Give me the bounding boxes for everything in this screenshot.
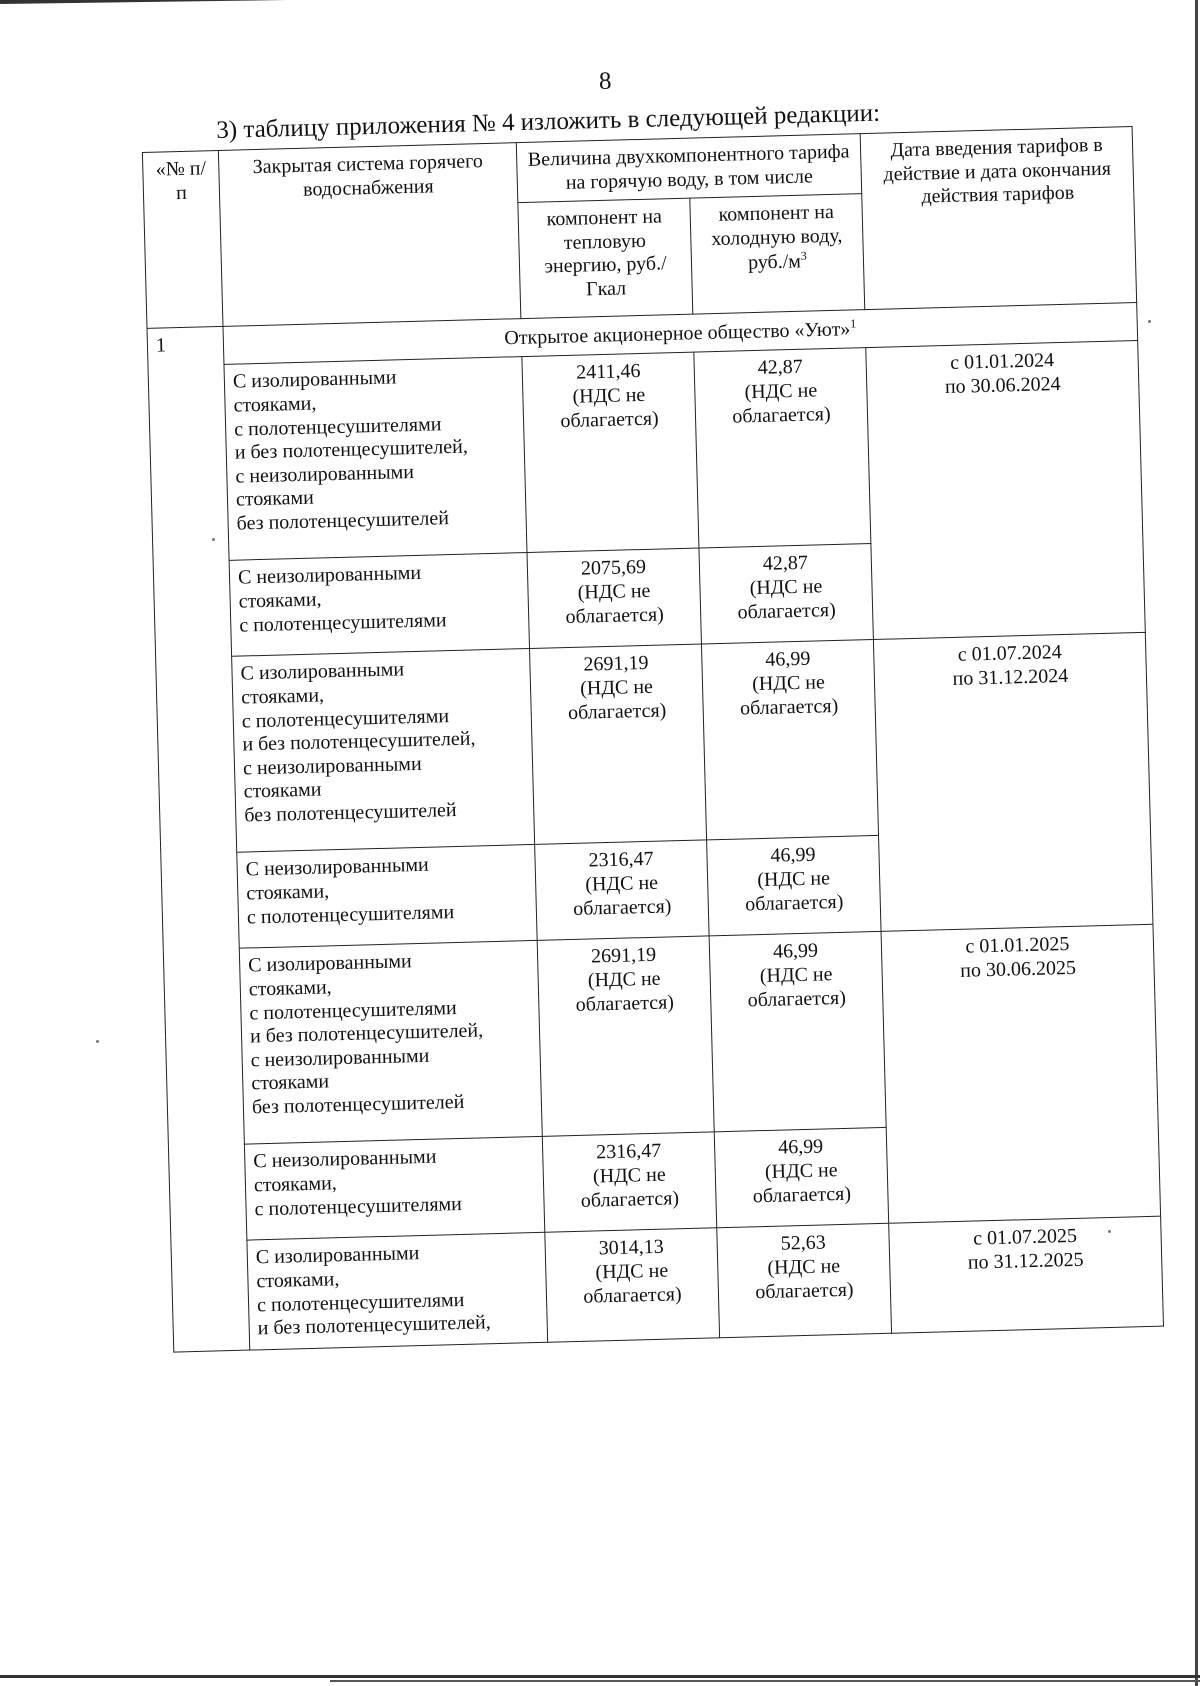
cold-component-value-line: облагается)	[755, 1278, 854, 1303]
system-description-line: стояками,	[253, 1172, 338, 1197]
scan-edge-bottom	[0, 1675, 1200, 1678]
heat-component-value-line: облагается)	[565, 603, 665, 628]
cold-component-value-line: облагается)	[739, 694, 839, 720]
system-description-line: стояками,	[248, 976, 332, 1001]
cold-component-value-line: (НДС не	[764, 1159, 838, 1184]
header-cold-text: компонент на холодную воду, руб./м	[711, 201, 843, 275]
system-description-line: стояками	[251, 1070, 330, 1095]
header-system: Закрытая система горячего водоснабжения	[218, 143, 521, 327]
system-description-line: с полотенцесушителями	[241, 704, 450, 733]
heat-component-value	[545, 1228, 720, 1342]
heat-component-value-line: (НДС не	[595, 1259, 669, 1284]
header-tariff: Величина двухкомпонентного тарифа на горячую воду, в том числе	[516, 134, 861, 203]
system-description-line: С изолированными	[247, 950, 412, 977]
cold-component-value-line: (НДС не	[757, 867, 831, 892]
cold-component-value-line: 46,99	[777, 1135, 824, 1160]
header-cold	[690, 194, 865, 314]
scan-speck	[1108, 1230, 1111, 1233]
intro-text: 3) таблицу приложения № 4 изложить в следующей редакции:	[215, 99, 881, 145]
system-description-line: стояками,	[256, 1268, 340, 1293]
system-description	[247, 1233, 548, 1351]
header-heat: компонент на тепловую энергию, руб./Гкал	[518, 198, 693, 318]
system-description-line: С неизолированными	[237, 562, 422, 590]
heat-component-value-line: (НДС не	[572, 383, 646, 408]
document-content	[140, 54, 1163, 1353]
system-description-line: стояками	[235, 487, 315, 512]
cold-component-value-line: (НДС не	[767, 1255, 841, 1280]
cold-component-value-line: 46,99	[772, 939, 819, 964]
system-description-line: стояками	[243, 778, 322, 803]
system-description-line: стояками,	[233, 392, 317, 417]
header-num: «№ п/п	[142, 150, 223, 328]
system-description-line: с неизолированными	[250, 1044, 430, 1072]
scan-speck	[212, 538, 215, 541]
system-description-line: с неизолированными	[242, 752, 422, 780]
heat-component-value-line: (НДС не	[579, 675, 654, 700]
cold-component-value-line: облагается)	[737, 598, 836, 624]
heat-component-value-line: 3014,13	[598, 1236, 665, 1260]
heat-component-value-line: (НДС не	[587, 967, 661, 992]
heat-component-value	[535, 840, 709, 940]
system-description-line: без полотенцесушителей	[236, 507, 450, 535]
cold-component-value-line: (НДС не	[759, 963, 833, 988]
cold-component-value	[717, 1224, 892, 1338]
cold-component-value-line: 46,99	[765, 648, 811, 672]
page-number: 8	[598, 67, 612, 95]
tariff-row	[148, 341, 1143, 563]
cold-component-value-line: облагается)	[752, 1182, 852, 1207]
validity-period-line: с 01.07.2024	[957, 641, 1063, 667]
system-description-line: с полотенцесушителями	[249, 996, 457, 1025]
heat-component-value-line: (НДС не	[592, 1163, 666, 1188]
system-description	[239, 941, 542, 1145]
system-description-line: с полотенцесушителями	[233, 412, 442, 441]
system-description-line: С изолированными	[232, 366, 397, 394]
validity-period-line: с 01.01.2025	[965, 933, 1070, 959]
validity-period	[889, 1217, 1164, 1334]
validity-period-line: по 30.06.2025	[959, 956, 1077, 982]
heat-component-value-line: облагается)	[572, 895, 672, 920]
system-description-line: и без полотенцесушителей,	[234, 435, 469, 464]
system-description-line: С изолированными	[240, 658, 405, 686]
system-description-line: С неизолированными	[253, 1146, 437, 1173]
header-dates: Дата введения тарифов в действие и дата окончания действия тарифов	[860, 127, 1137, 310]
validity-period-line: по 31.12.2025	[967, 1248, 1084, 1274]
scan-edge-bottom-2	[330, 1680, 1200, 1682]
heat-component-value-line: 2691,19	[583, 652, 649, 677]
cold-component-value-line: 46,99	[770, 844, 816, 868]
system-description-line: с полотенцесушителями	[254, 1192, 463, 1221]
cold-component-value-line: облагается)	[747, 986, 847, 1012]
heat-component-value	[522, 353, 699, 553]
system-description	[237, 845, 537, 949]
cold-component-value-line: 42,87	[757, 356, 804, 380]
heat-component-value-line: облагается)	[575, 990, 675, 1016]
cold-component-value	[707, 836, 881, 936]
heat-component-value-line: облагается)	[580, 1186, 680, 1212]
validity-period	[881, 925, 1161, 1224]
cold-component-value-line: облагается)	[732, 402, 831, 428]
tariff-table-body	[142, 127, 1163, 1353]
system-description-line: с полотенцесушителями	[239, 608, 447, 637]
system-description-line: с полотенцесушителями	[256, 1288, 465, 1316]
cold-component-value	[699, 544, 873, 644]
validity-period-line: с 01.07.2025	[972, 1225, 1078, 1251]
system-description	[229, 553, 529, 657]
validity-period	[873, 633, 1153, 932]
system-description	[244, 1137, 544, 1241]
cold-component-value	[714, 1128, 888, 1228]
system-description	[232, 649, 535, 853]
system-description-line: без полотенцесушителей	[244, 798, 457, 827]
heat-component-value	[527, 548, 701, 648]
organization-footnote-mark: 1	[849, 316, 857, 331]
system-description-line: С изолированными	[255, 1242, 420, 1269]
system-description-line: и без полотенцесушителей,	[242, 727, 476, 756]
validity-period	[866, 341, 1146, 640]
heat-component-value-line: 2075,69	[580, 556, 647, 581]
tariff-row	[156, 633, 1151, 855]
tariff-row	[163, 925, 1158, 1147]
system-description	[224, 357, 527, 561]
heat-component-value-line: 2411,46	[575, 360, 641, 385]
heat-component-value-line: 2691,19	[590, 944, 657, 968]
tariff-table	[142, 126, 1164, 1353]
heat-component-value-line: 2316,47	[588, 848, 654, 872]
cold-component-value	[694, 348, 871, 548]
system-description-line: и без полотенцесушителей,	[249, 1019, 484, 1048]
row-number: 1	[147, 327, 250, 1353]
heat-component-value	[542, 1132, 716, 1232]
system-description-line: стояками,	[246, 880, 330, 905]
validity-period-line: с 01.01.2024	[949, 349, 1055, 375]
scan-edge-right	[1195, 0, 1198, 1686]
cold-component-value-line: облагается)	[744, 890, 844, 916]
cold-component-value-line: (НДС не	[751, 671, 826, 696]
scan-edge-top	[0, 0, 430, 4]
header-cold-superscript: 3	[800, 248, 807, 264]
cold-component-value	[701, 640, 878, 840]
system-description-line: без полотенцесушителей	[251, 1090, 465, 1119]
scan-speck	[96, 1040, 99, 1043]
system-description-line: и без полотенцесушителей,	[257, 1311, 492, 1340]
system-description-line: С неизолированными	[245, 854, 430, 881]
heat-component-value	[537, 936, 714, 1136]
system-description-line: стояками,	[240, 684, 325, 709]
validity-period-line: по 31.12.2024	[952, 664, 1069, 690]
validity-period-line: по 30.06.2024	[944, 373, 1061, 399]
system-description-line: с полотенцесушителями	[246, 900, 455, 929]
cold-component-value	[709, 932, 886, 1132]
cold-component-value-line: (НДС не	[749, 575, 823, 600]
cold-component-value-line: (НДС не	[744, 379, 818, 404]
heat-component-value-line: облагается)	[560, 407, 659, 432]
heat-component-value-line: (НДС не	[577, 579, 651, 604]
heat-component-value-line: (НДС не	[585, 871, 659, 896]
organization-name-text: Открытое акционерное общество «Уют»	[504, 318, 851, 350]
cold-component-value-line: 52,63	[780, 1231, 826, 1256]
heat-component-value-line: 2316,47	[595, 1140, 662, 1164]
heat-component-value	[530, 644, 707, 844]
scan-speck	[1148, 320, 1151, 323]
system-description-line: с неизолированными	[235, 460, 415, 488]
heat-component-value-line: облагается)	[567, 699, 667, 724]
heat-component-value-line: облагается)	[583, 1282, 682, 1308]
system-description-line: стояками,	[238, 588, 322, 613]
cold-component-value-line: 42,87	[762, 552, 809, 576]
